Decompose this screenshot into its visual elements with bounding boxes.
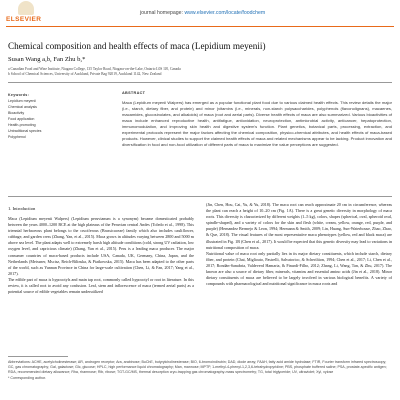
abbreviations-footnote: Abbreviations: ACHE, acetylcholinesterase; AR, androgen receptor; Ara, arabinose; BuChE, butyrylcholinesterase; BIO, 6-bromoindirubin; DAD, diode array; FAAH, fatty acid amide hydrolase; FTIR, Fourier transform infrared spectroscopy; GC, gas chromatography; Gal, galactose; Glc, glucose; HPLC, high performance liquid chromatography; Man, mannose; MPTP, 1-methyl-4-phenyl-1,2,3,6-tetrahydropyridine; PBS, phosphate buffered saline; PSA, prostate-specific antigen; RDA, recommended dietary allowance; Rha, rhamnose; Rib, ribose; TGT-GC/MS, thermal desorption cryo-trapping gas chromatography-mass spectrometry; TG, total triglyceride; UV, ultraviolet; Xyl, xylose <box>8 360 387 375</box>
keyword-item: Health-promoting <box>8 123 36 127</box>
keywords-heading: Keywords: <box>8 93 30 97</box>
keyword-item: Untraditional species <box>8 129 42 133</box>
affiliation-a: a Canadian Food and Wine Institute, Niagara College, 135 Taylor Road, Niagara-on-the-Lake, Ontario L0S 1J0, Canada <box>8 67 181 71</box>
section-heading-introduction: 1. Introduction <box>8 206 36 211</box>
keyword-item: Food application <box>8 117 35 121</box>
publisher-name: ELSEVIER <box>6 16 42 23</box>
keyword-item: Bioactivity <box>8 111 25 115</box>
keyword-item: Lepidium meyenii <box>8 99 36 103</box>
intro-column-right: (Jin, Chen, Hou, Cai, Yu, & Yu, 2018). The maca root can reach approximate 20 cm in circumference, whereas the plant can reach a height of 10–20 cm (Fig. 1A). There is a great genetic diversity in morphology of maca roots. This diversity is characterized by different weights (1–5 kg), colors, shapes (spherical, oval, spheroid oval, spindle-shaped), and a variety of colors for the skin and flesh (white, cream, yellow, orange, red, purple, and purple) (Hernandez Bermejo & Leon, 1994; Hermann & Smith, 2009; Lin, Huang, Sun-Waterhouse, Zhao, Zhao, & Que, 2018). The visual features of the most representative maca phenotypes (yellow, red and black maca) are illustrated in Fig. 1B (Chen et al., 2017). It would be expected that this genetic diversity may lead to variations in nutritional composition of maca. Nutritional value of maca root only partially lies in its major dietary constituents, which include starch, dietary fiber, and protein (Chai, Miglioato, Pastrelli, Salvatorico, & Scheriltion, 1994; Chen et al., 2017; Li, Chen et al., 2017; Rondàn-Sanabria, Valdeverd Hamaria, & Finardi-Filho, 2012; Zhang, Li, Wang, Tan, & Zhu, 2017). The known are also a source of dietary fiber, minerals, vitamins and essential amino acids (Jin et al., 2018). Minor dietary constituents of maca are believed to be largely involved in various biological benefits. A variety of compounds with pharmacological and nutritional significance in maca roots and <box>206 202 392 287</box>
elsevier-tree-icon <box>18 1 34 15</box>
corresponding-author-note: * Corresponding author. <box>8 375 46 380</box>
intro-column-left: Maca (Lepidium meyenii Walpers) (Lepidium peruvianum is a synonym) became domesticated probably between the years 4000–1200 BCE at the high plateaus of the Peruvian central Andes (Toledo et al., 1998). This triennial herbaceous plant belongs to the cruciferous (Brassicaceae) family which also includes cauliflower, cabbage, and garden cress (Zhang, Yan, et al., 2015). Maca grows in altitudes varying between 2800 and 5000 m above sea level. The plant adapts well to extremely harsh high altitude conditions (cold, strong UV radiation, low oxygen level, and capricious climate) (Zhang, Yan et al., 2015). Peru is a leading maca producer. The major consumer countries of maca-based products include USA, Canada, UK, Germany, China, Japan, and the Netherlands (Meissner, Mscisz, Reich-Bilinska, & Piatkowska, 2015). Maca has been adapted to the other parts of the world, such as Yunnan Province in China for large-scale cultivation (Chen, Li, & Fan, 2017; Yang et al., 2017). The edible part of maca is hypocotyls and main tap root, commonly called hypocotyl or root in literature. In this review, it is called root to avoid any confusion. Leaf, stem and inflorescence of maca (termed aerial parts) as a potential source of edible vegetables remain underutilized <box>8 216 194 295</box>
keywords-block <box>8 92 116 140</box>
affiliations <box>8 67 392 77</box>
header-divider <box>6 26 394 27</box>
keyword-item: Chemical analysis <box>8 105 37 109</box>
affiliation-b: b School of Chemical Sciences, University of Auckland, Private Bag 92019, Auckland 1142, New Zealand <box>8 72 162 76</box>
footnote-divider <box>8 356 68 357</box>
keyword-item: Polyphenol <box>8 135 26 139</box>
footnote-block <box>8 360 392 381</box>
abstract-text: Maca (Lepidium meyenii Walpers) has emerged as a popular functional plant food due to various claimed health effects. This review details the major (i.e., starch, dietary fiber, and protein) and minor (vitamins (i.e., minerals, non-starch polysaccharides, polyphenols (flavonolignans), macaenes, macamides, glucosinolates, and alkaloids) of maca (root and aerial parts). Diverse health effects of maca are also summarized. Various bioactivities of maca include enhanced reproductive health, antifatigue, antioxidation, neuroprotection, antimicrobial activity, anticancer, hepatoprotection, immunomodulation, and improving skin health and digestive system's function. Plant genetics, botanical parts, processing, extraction, and experimental protocols represent the major factors affecting the chemical composition, physico-chemical attributes, and health effects of maca-based products. However, clinical studies to support the claimed health effects of maca and related mechanisms appear to be lacking. Product innovation and diversification in food and non-food utilization of different parts of maca to maximize the value perceptions are suggested. <box>122 100 392 147</box>
abstract-heading: ABSTRACT <box>122 91 146 95</box>
homepage-prefix: journal homepage: <box>140 10 183 16</box>
divider-top <box>8 82 392 83</box>
article-authors[interactable]: Susan Wang a,b, Fan Zhu b,* <box>8 56 86 63</box>
journal-homepage <box>140 10 265 16</box>
divider-middle <box>8 196 392 197</box>
article-title: Chemical composition and health effects of maca (Lepidium meyenii) <box>8 41 266 51</box>
elsevier-logo <box>6 1 46 25</box>
homepage-link[interactable]: www.elsevier.com/locate/foodchem <box>184 10 266 16</box>
